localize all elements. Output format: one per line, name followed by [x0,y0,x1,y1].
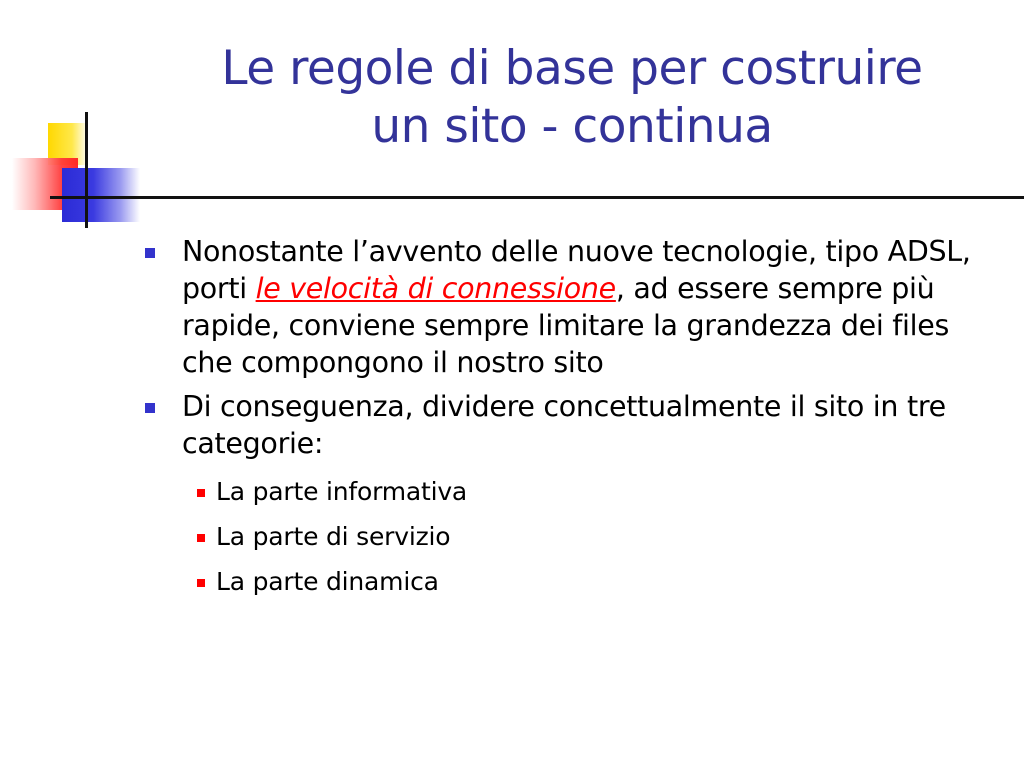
sub-bullet-text: La parte informativa [216,477,468,506]
ornament-vertical-line [85,112,88,228]
red-square-bullet-icon [197,489,205,497]
sub-bullet-text: La parte di servizio [216,522,451,551]
bullet-text: Nonostante l’avvento delle nuove tecnologie, tipo ADSL, porti [182,235,971,305]
slide-title-line-1: Le regole di base per costruire [221,41,923,96]
sub-bullet-item [186,559,992,604]
bullet-item [142,233,992,381]
bullet-text-continued: , ad essere sempre più rapide, conviene sempre limitare la grandezza dei files che compongono il nostro sito [182,272,950,379]
slide-title-line-2: un sito - continua [371,99,773,154]
sub-bullet-text: La parte dinamica [216,567,439,596]
sub-bullet-item [186,469,992,514]
square-bullet-icon [145,248,155,258]
red-square-bullet-icon [197,579,205,587]
red-square-bullet-icon [197,534,205,542]
slide-title [140,40,1004,156]
sub-bullet-list [186,469,992,604]
square-bullet-icon [145,403,155,413]
sub-bullet-item [186,514,992,559]
ornament-blue-square [62,168,140,222]
bullet-text: Di conseguenza, dividere concettualmente il sito in tre categorie: [182,390,946,460]
slide-body [142,233,992,604]
bullet-item [142,388,992,462]
title-underline-rule [50,196,1024,199]
connection-speed-link[interactable]: le velocità di connessione [255,272,616,305]
corner-ornament [0,0,150,240]
